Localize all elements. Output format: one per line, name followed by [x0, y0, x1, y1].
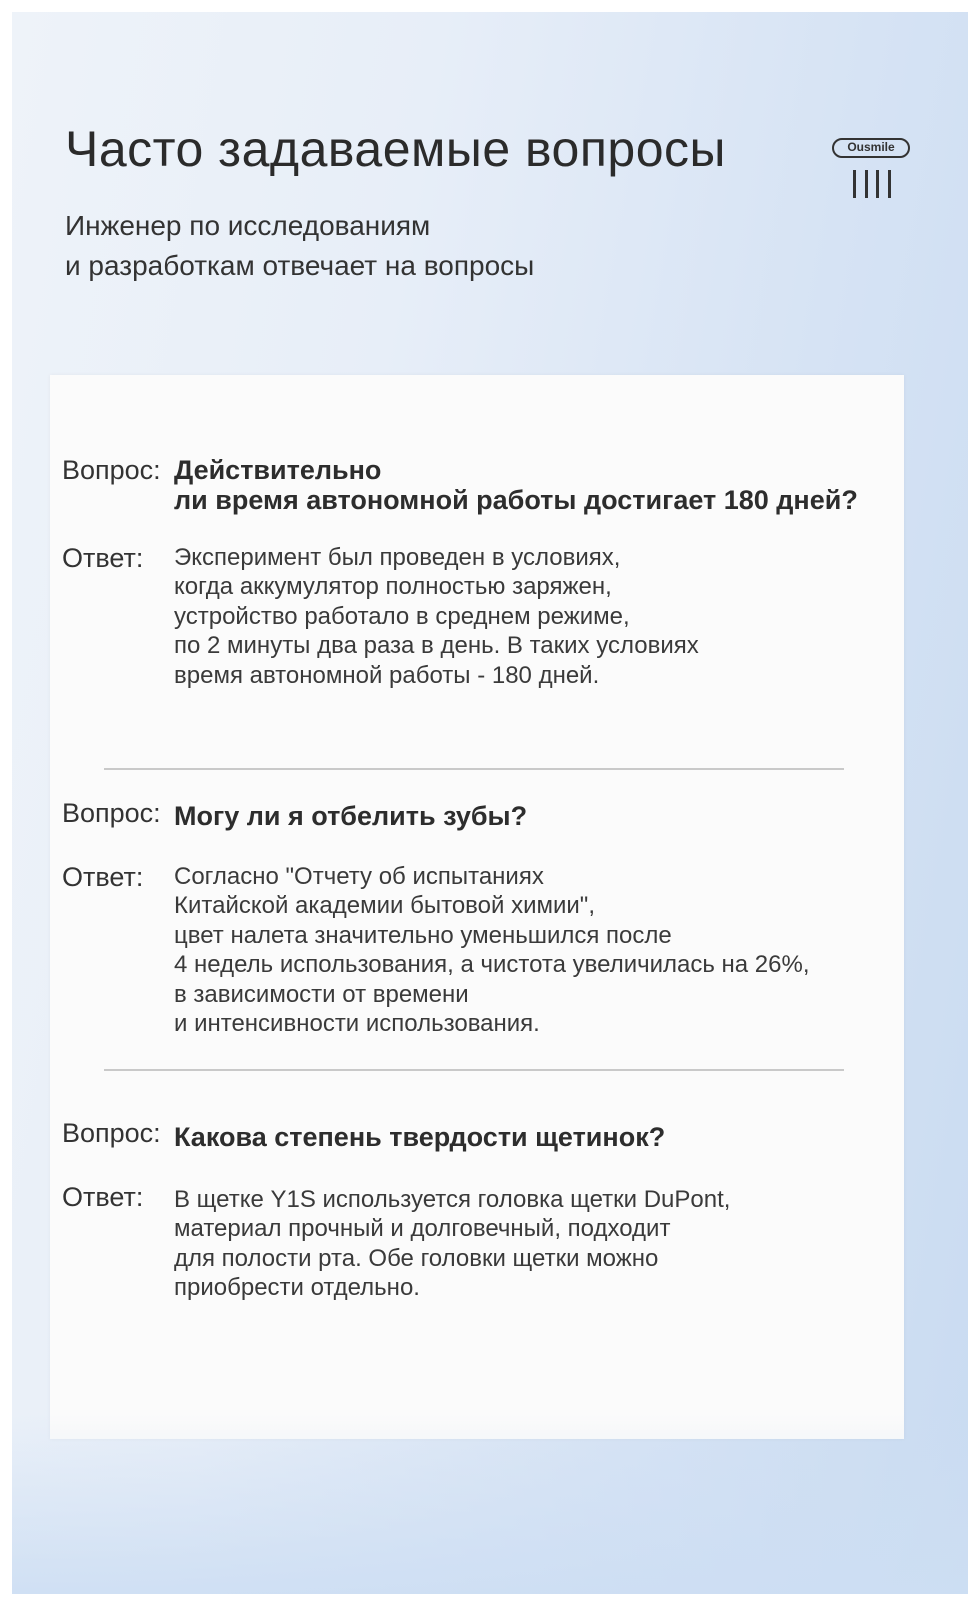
question-text [174, 455, 858, 515]
question-label: Вопрос: [62, 455, 161, 485]
brand-wordmark: Ousmile [832, 138, 910, 158]
answer-label: Ответ: [62, 543, 144, 573]
question-line: ли время автономной работы достигает 180 дней? [174, 485, 858, 515]
page-title: Часто задаваемые вопросы [65, 121, 726, 177]
answer-line: Согласно "Отчету об испытаниях [174, 863, 544, 890]
answer-line: Эксперимент был проведен в условиях, [174, 544, 621, 571]
divider [104, 768, 844, 770]
toothbrush-bristles-icon [853, 170, 891, 198]
answer-line: по 2 минуты два раза в день. В таких условиях [174, 632, 699, 660]
question-label: Вопрос: [62, 1118, 161, 1148]
question-line: Какова степень твердости щетинок? [174, 1122, 666, 1152]
page-subtitle [65, 206, 534, 286]
answer-line: для полости рта. Обе головки щетки можно [174, 1244, 659, 1272]
answer-line: материал прочный и долговечный, подходит [174, 1215, 671, 1243]
answer-line: 4 недель использования, а чистота увеличилась на 26%, [174, 951, 810, 979]
brand-logo [832, 138, 912, 208]
answer-text [174, 543, 699, 690]
answer-text [174, 1185, 730, 1303]
question-line: Действительно [174, 455, 382, 485]
question-text [174, 801, 527, 831]
answer-line: когда аккумулятор полностью заряжен, [174, 573, 612, 601]
answer-line: приобрести отдельно. [174, 1274, 420, 1302]
answer-line: время автономной работы - 180 дней. [174, 661, 600, 689]
answer-line: Китайской академии бытовой химии", [174, 892, 595, 920]
answer-line: цвет налета значительно уменьшился после [174, 921, 672, 949]
answer-text [174, 862, 810, 1038]
subtitle-line: и разработкам отвечает на вопросы [65, 250, 535, 281]
question-label: Вопрос: [62, 798, 161, 828]
subtitle-line: Инженер по исследованиям [65, 210, 431, 241]
question-line: Могу ли я отбелить зубы? [174, 801, 528, 831]
faq-card [50, 375, 904, 1439]
answer-label: Ответ: [62, 1182, 144, 1212]
answer-label: Ответ: [62, 862, 144, 892]
answer-line: В щетке Y1S используется головка щетки DuPont, [174, 1186, 731, 1213]
answer-line: и интенсивности использования. [174, 1010, 540, 1038]
faq-poster [12, 12, 968, 1594]
divider [104, 1069, 844, 1071]
answer-line: устройство работало в среднем режиме, [174, 602, 630, 630]
question-text [174, 1122, 665, 1152]
answer-line: в зависимости от времени [174, 980, 469, 1008]
